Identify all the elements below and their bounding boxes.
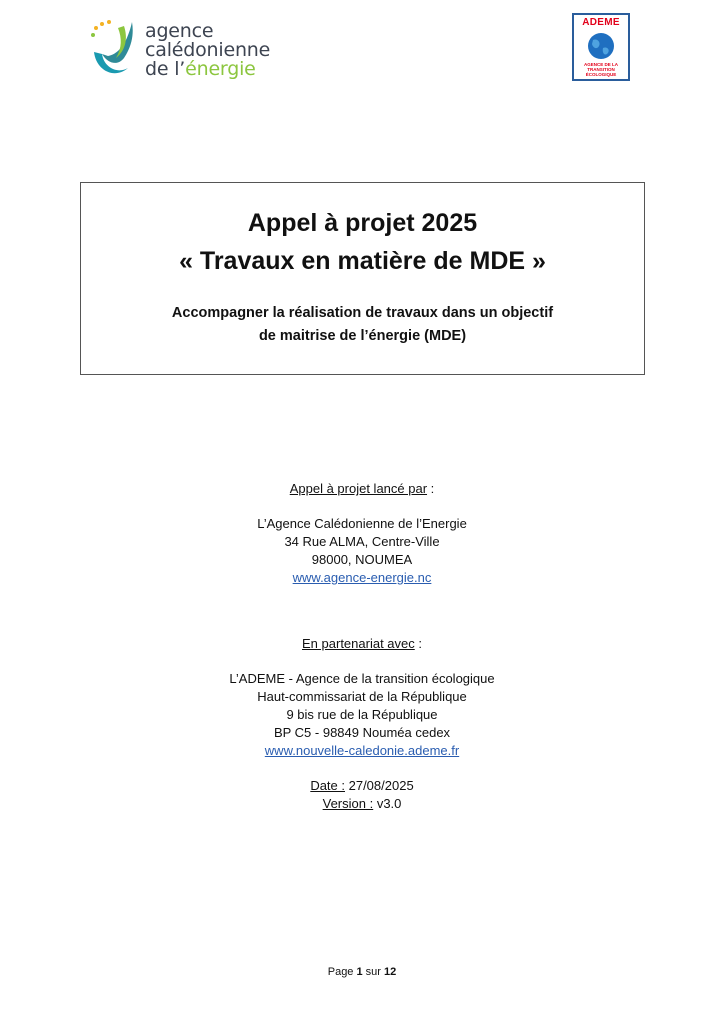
- partner-line3: 9 bis rue de la République: [286, 707, 438, 722]
- partner-line4: BP C5 - 98849 Nouméa cedex: [273, 725, 451, 740]
- partner-line2: Haut-commissariat de la République: [257, 689, 467, 704]
- partner-heading-colon: :: [414, 636, 422, 651]
- ademe-subtitle-1: AGENCE DE LA: [583, 62, 618, 67]
- date-label: Date :: [310, 778, 345, 793]
- version-line: [0, 795, 724, 813]
- page-footer: [0, 966, 724, 978]
- ademe-logo: [572, 13, 630, 81]
- date-value: 27/08/2025: [345, 778, 414, 793]
- page-total: 12: [384, 966, 397, 978]
- title-box: [80, 182, 645, 375]
- partner-heading: [0, 635, 724, 653]
- launched-by-address2: 98000, NOUMEA: [311, 552, 413, 567]
- launched-by-heading-colon: :: [427, 481, 435, 496]
- ace-line2: calédonienne: [145, 39, 271, 61]
- launched-by-heading: [0, 480, 724, 498]
- ace-line1: agence: [145, 20, 214, 42]
- page-middle: sur: [362, 966, 385, 978]
- ademe-website-link[interactable]: www.nouvelle-caledonie.ademe.fr: [264, 743, 460, 758]
- version-label: Version :: [322, 796, 374, 811]
- page-current: 1: [356, 966, 363, 978]
- ace-wordmark: [145, 22, 270, 79]
- partner-heading-text: En partenariat avec: [302, 636, 415, 651]
- version-value: v3.0: [373, 796, 402, 811]
- partner-section: [0, 635, 724, 653]
- ademe-subtitle: [577, 62, 625, 77]
- launched-by-org: L’Agence Calédonienne de l’Energie: [257, 516, 467, 531]
- ace-logo: [88, 18, 278, 84]
- launched-by-section: [0, 480, 724, 498]
- ademe-name: ADEME: [582, 17, 620, 28]
- partner-org: L’ADEME - Agence de la transition écologique: [229, 671, 495, 686]
- ace-line3: [145, 60, 270, 79]
- ademe-subtitle-2: TRANSITION: [587, 67, 615, 72]
- document-subtitle-line2: de maitrise de l’énergie (MDE): [258, 328, 467, 344]
- ace-swoosh-icon: [88, 18, 144, 82]
- launched-by-address1: 34 Rue ALMA, Centre-Ville: [284, 534, 440, 549]
- ace-line3b: énergie: [185, 58, 256, 80]
- document-subtitle-line1: Accompagner la réalisation de travaux dans un objectif: [171, 305, 554, 321]
- ademe-subtitle-3: ÉCOLOGIQUE: [585, 72, 617, 77]
- launched-by-heading-text: Appel à projet lancé par: [289, 481, 428, 496]
- ace-line3a: de l’: [145, 58, 186, 80]
- partner-address: [0, 670, 724, 760]
- globe-icon: [587, 32, 615, 60]
- ace-website-link[interactable]: www.agence-energie.nc: [292, 570, 432, 585]
- document-title-line1: Appel à projet 2025: [247, 209, 478, 237]
- document-meta: [0, 777, 724, 813]
- launched-by-address: [0, 515, 724, 587]
- page-prefix: Page: [327, 966, 357, 978]
- date-line: [0, 777, 724, 795]
- document-title-line2: « Travaux en matière de MDE »: [179, 247, 546, 275]
